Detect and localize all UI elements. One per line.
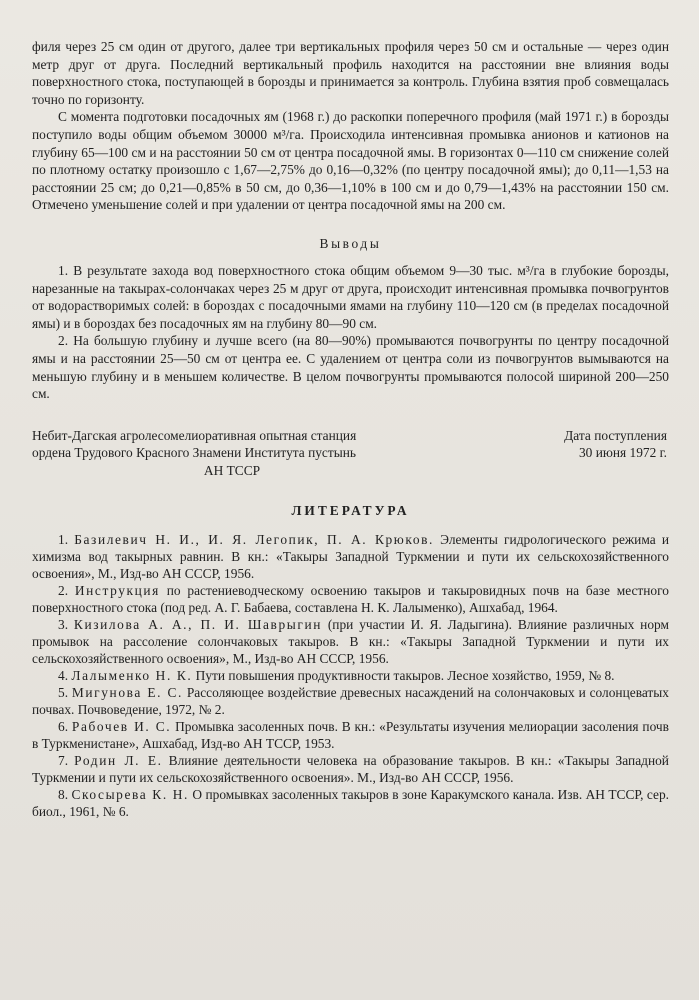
body-paragraph-2: С момента подготовки посадочных ям (1968 г.) до раскопки поперечного профиля (май 1971 г.) в борозды поступило воды общим объемом 30000 м³/га. Происходила интенсивная промывка анионов и катионов на глубину 65—100 см и на расстоянии 50 см от центра посадочной ямы. В горизонтах 0—110 см снижение солей по плотному остатку произошло с 1,67—2,75% до 0,16—0,32% (по центру посадочной ямы); до 0,11—1,53 на расстоянии 25 см; до 0,21—0,85% в 50 см, до 0,36—1,10% в 100 см и до 0,79—1,43% на расстоянии 150 см. Отмечено уменьшение солей и при удалении от центра посадочной ямы на 200 см. [32,109,669,213]
reference-number: 6. [58,719,69,735]
reference-text: (при участии И. Я. Ладыгина). Влияние различных норм промывок на рассоление солончаковых такыров. В кн.: «Такыры Западной Туркмении и пути их сельскохозяйственного освоения», М., Изд-во АН СССР, 1956. [32,617,670,667]
reference-number: 1. [58,532,69,548]
reference-item [32,531,669,582]
reference-number: 3. [58,617,69,633]
reference-authors: Инструкция [74,583,160,599]
reference-authors: Мигунова Е. С. [71,685,183,701]
reference-item [32,667,669,684]
reference-number: 4. [58,668,69,684]
reference-number: 8. [58,787,69,803]
reference-authors: Базилевич Н. И., И. Я. Легопик, П. А. Крюков. [74,532,434,548]
reference-list [32,531,669,820]
date-value: 30 июня 1972 г. [578,445,667,461]
reference-item [32,582,669,616]
conclusion-2: 2. На большую глубину и лучше всего (на 80—90%) промываются почвогрунты по центру посадочной ямы и на расстоянии 25—50 см от центра ее. С удалением от центра соли из почвогрунтов вымываются на меньшую глубину и в меньшем количестве. В целом почвогрунты промываются полосой шириной 200—250 см. [32,333,669,402]
receipt-date [497,427,669,480]
reference-number: 5. [58,685,69,701]
reference-item [32,786,669,820]
reference-number: 7. [58,753,69,769]
reference-text: Рассоляющее воздействие древесных насаждений на солончаковых и солонцеватых почвах. Почвоведение, 1972, № 2. [32,685,669,718]
reference-text: по растениеводческому освоению такыров и такыровидных почв на базе местного поверхностного стока (под ред. А. Г. Бабаева, составлена Н. К. Лалыменко), Ашхабад, 1964. [32,583,669,616]
reference-authors: Скосырева К. Н. [71,787,190,803]
reference-authors: Кизилова А. А., П. И. Шаврыгин [73,617,322,633]
reference-authors: Рабочев И. С. [71,719,172,735]
conclusion-1: 1. В результате захода вод поверхностного стока общим объемом 9—30 тыс. м³/га в глубокие борозды, нарезанные на такырах-солончаках через 25 м друг от друга, происходит интенсивная промывка почвогрунтов от водорастворимых солей: в бороздах с посадочными ямами на глубину 110—120 см (в пределах посадочной ямы) и в бороздах без посадочных ям на глубину 80—90 см. [32,262,669,331]
reference-number: 2. [58,583,69,599]
institution-line-1: Небит-Дагская агролесомелиоративная опытная станция [32,427,357,443]
affiliation-block [32,427,669,480]
institution-line-2: ордена Трудового Красного Знамени Института пустынь [32,445,356,461]
date-label: Дата поступления [564,427,667,443]
reference-text: Элементы гидрологического режима и химизма вод такырных равнин. В кн.: «Такыры Западной Туркмении и пути их сельскохозяйственного освоения», М., Изд-во АН СССР, 1956. [32,532,669,582]
conclusions-heading: Выводы [319,235,382,251]
institution [32,427,472,480]
reference-text: О промывках засоленных такыров в зоне Каракумского канала. Изв. АН ТССР, сер. биол., 1961, № 6. [32,787,670,820]
reference-text: Промывка засоленных почв. В кн.: «Результаты изучения мелиорации засоления почв в Туркменистане», Ашхабад, Изд-во АН ТССР, 1953. [32,719,669,752]
reference-text: Пути повышения продуктивности такыров. Лесное хозяйство, 1959, № 8. [192,668,615,684]
reference-item [32,616,669,667]
reference-item [32,684,669,718]
literature-heading: ЛИТЕРАТУРА [291,503,410,519]
reference-authors: Родин Л. Е. [74,753,163,769]
body-paragraph-1: филя через 25 см один от другого, далее три вертикальных профиля через 50 см и остальные — через один метр друг от друга. Последний вертикальный профиль находится на расстоянии вне влияния воды поверхностного стока, поступающей в борозды и принимается за контроль. Глубина взятия проб совмещалась точно по горизонту. [32,39,669,107]
reference-item [32,718,669,752]
reference-item [32,752,669,786]
institution-line-3: АН ТССР [203,462,261,478]
reference-text: Влияние деятельности человека на образование такыров. В кн.: «Такыры Западной Туркмении и пути их сельскохозяйственного освоения». М., Изд-во АН СССР, 1956. [32,753,669,786]
reference-authors: Лалыменко Н. К. [71,668,193,684]
